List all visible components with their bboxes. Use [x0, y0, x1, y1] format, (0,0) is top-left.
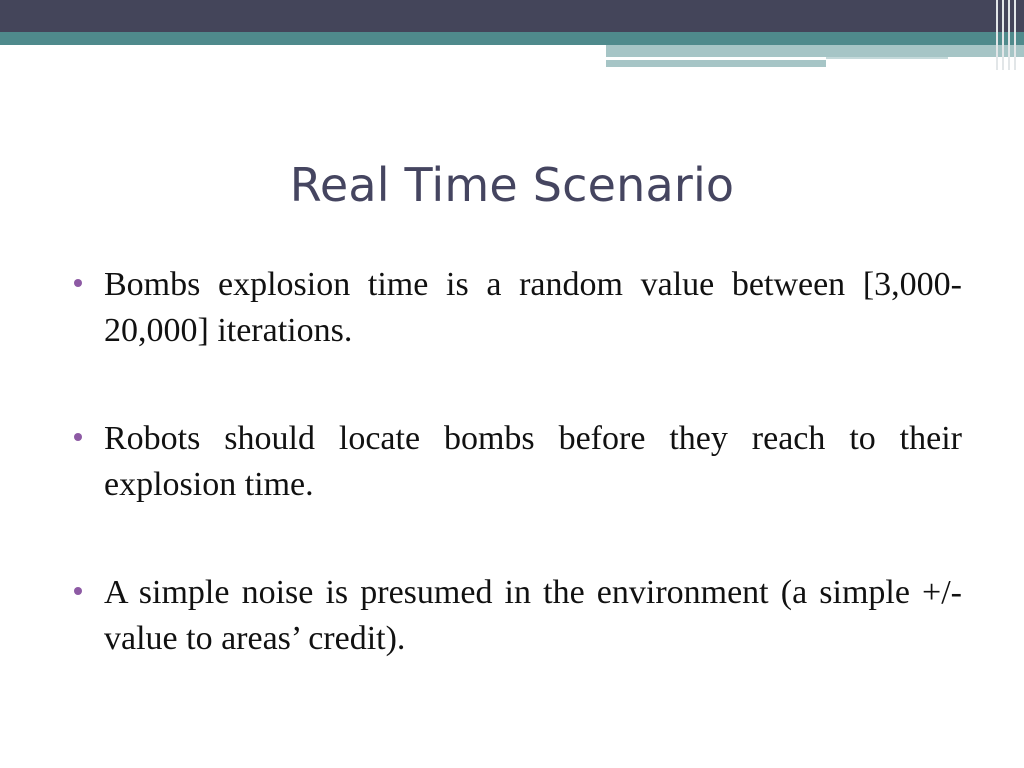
bullet-item [74, 416, 962, 508]
header-dark-band [0, 0, 1024, 32]
bullet-item [74, 262, 962, 354]
header-accent-thin-line [826, 57, 948, 59]
header-divider-line [0, 45, 606, 48]
bullet-item [74, 570, 962, 662]
bullet-text: Robots should locate bombs before they reach to their explosion time. [104, 420, 962, 503]
bullet-text: A simple noise is presumed in the environment (a simple +/- value to areas’ credit). [104, 574, 962, 657]
bullet-text: Bombs explosion time is a random value between [3,000-20,000] iterations. [104, 266, 962, 349]
bullet-dot-icon [74, 279, 82, 287]
bullet-dot-icon [74, 587, 82, 595]
bullet-dot-icon [74, 433, 82, 441]
header-stripes-decoration [994, 0, 1024, 70]
bullet-list [74, 262, 962, 662]
header-accent-lower [606, 60, 826, 67]
slide-title: Real Time Scenario [289, 158, 735, 212]
header-accent-block [606, 45, 1024, 57]
header-teal-band [0, 32, 1024, 45]
